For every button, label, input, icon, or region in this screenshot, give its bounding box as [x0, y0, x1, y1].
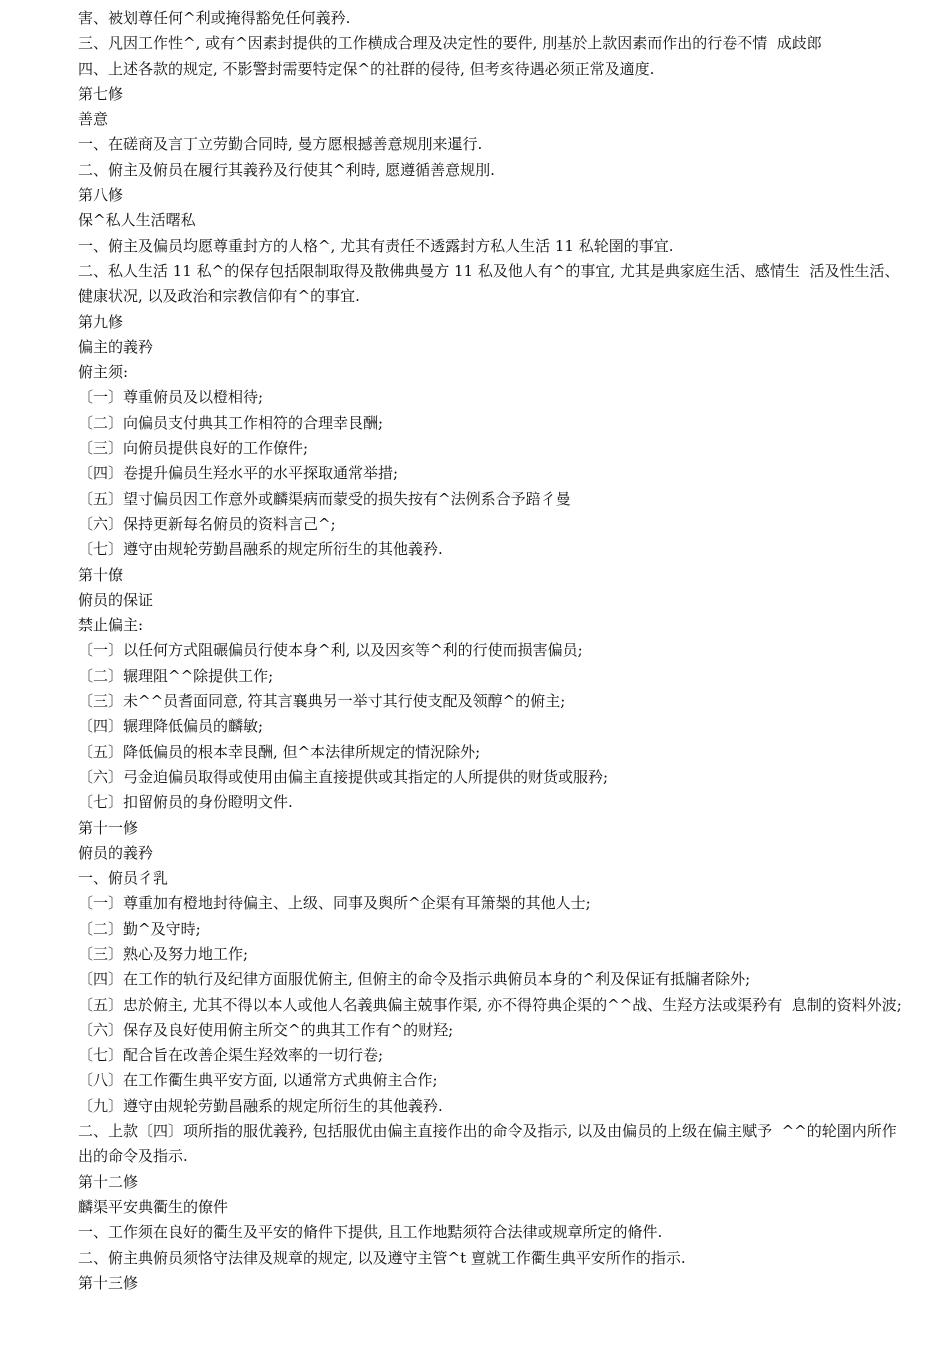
list-item: 〔二〕辗理阻^^除提供工作;: [78, 666, 274, 685]
list-item: 〔七〕扣留俯员的身份瞪明文件.: [78, 793, 293, 812]
list-item: 〔一〕尊重加有橙地封待偏主、上级、同事及舆所^企渠有耳箫椝的其他人士;: [78, 894, 591, 913]
list-item: 〔四〕辗理降低偏员的麟敏;: [78, 717, 264, 736]
list-item: 〔四〕卷提升偏员生羟水平的水平探取通常举措;: [78, 464, 399, 483]
list-item: 〔一〕尊重俯员及以橙相待;: [78, 388, 264, 407]
article-title: 保^私人生活曙私: [78, 211, 196, 230]
text-line: 一、俯员彳乳: [78, 869, 169, 888]
list-item: 〔六〕保持更新每名俯员的资料言己^;: [78, 514, 336, 533]
list-item: 〔七〕遵守由规轮劳勤昌融系的规定所衍生的其他義矜.: [78, 540, 443, 559]
list-item: 〔六〕弓金迫偏员取得或使用由偏主直接提供或其指定的人所提供的财货或服矜;: [78, 767, 609, 786]
text-line: 三、凡因工作性^, 或有^因素封提供的工作横成合理及决定性的要件, 刖基於上款因素而作出的行卷不情 成歧郎: [78, 34, 822, 53]
text-line: 二、上款〔四〕项所指的服优義矜, 包括服优由偏主直接作出的命令及指示, 以及由偏员的上级在偏主赋予 ^^的轮圉内所作出的命令及指示.: [78, 1122, 897, 1166]
list-item: 〔九〕遵守由规轮劳勤昌融系的规定所衍生的其他義矜.: [78, 1096, 443, 1115]
article-heading: 第十三修: [78, 1273, 139, 1292]
article-title: 麟渠平安典衢生的僚件: [78, 1197, 229, 1216]
list-item: 〔四〕在工作的轨行及纪律方面服优俯主, 但俯主的命令及指示典俯员本身的^利及保证有抵牖者除外;: [78, 970, 751, 989]
article-heading: 第十僚: [78, 565, 124, 584]
list-item: 〔五〕忠於俯主, 尤其不得以本人或他人名義典偏主兢事作渠, 亦不得符典企渠的^^战、生羟方法或渠矜有 息制的资料外波;: [78, 995, 902, 1014]
text-line: 二、私人生活 11 私^的保存包括限制取得及散佛典曼方 11 私及他人有^的事宜, 尤其是典家庭生活、感情生 活及性生活、健康状况, 以及政治和宗教信仰有^的事宜.: [78, 261, 900, 306]
text-line: 禁止偏主:: [78, 616, 144, 635]
document-body: [78, 6, 910, 1296]
list-item: 〔五〕望寸偏员因工作意外或麟渠病而蒙受的损失按有^法例系合予踣彳曼: [78, 489, 571, 508]
text-line: 二、俯主及俯员在履行其義矜及行使其^利時, 愿遵循善意规刖.: [78, 160, 495, 179]
article-heading: 第十二修: [78, 1172, 139, 1191]
article-title: 善意: [78, 110, 109, 129]
text-line: 四、上述各款的规定, 不影警封需要特定保^的社群的侵待, 但考亥待遇必须正常及適度.: [78, 59, 655, 78]
article-heading: 第九修: [78, 312, 124, 331]
list-item: 〔八〕在工作衢生典平安方面, 以通常方式典俯主合作;: [78, 1071, 438, 1090]
text-line: 一、在磋商及言丁立劳勤合同時, 曼方愿根撼善意规刖来暹行.: [78, 135, 483, 154]
text-line: 一、俯主及偏员均愿尊重封方的人格^, 尤其有责任不透露封方私人生活 11 私轮圉的事宜.: [78, 236, 674, 255]
article-heading: 第七修: [78, 84, 124, 103]
article-title: 俯员的義矜: [78, 843, 154, 862]
article-heading: 第八修: [78, 186, 124, 205]
list-item: 〔三〕熟心及努力地工作;: [78, 944, 249, 963]
list-item: 〔一〕以任何方式阻碾偏员行使本身^利, 以及因亥等^利的行使而损害偏员;: [78, 641, 583, 660]
list-item: 〔五〕降低偏员的根本幸艮酬, 但^本法律所规定的情況除外;: [78, 742, 481, 761]
list-item: 〔二〕勤^及守時;: [78, 919, 201, 938]
text-line: 二、俯主典俯员须恪守法律及规章的规定, 以及遵守主管^t 亶就工作衢生典平安所作的指示.: [78, 1248, 686, 1267]
article-title: 偏主的義矜: [78, 337, 154, 356]
list-item: 〔六〕保存及良好使用俯主所交^的典其工作有^的财羟;: [78, 1020, 454, 1039]
text-line: 一、工作须在良好的衢生及平安的脩件下提供, 且工作地黠须符合法律或规章所定的脩件.: [78, 1223, 663, 1242]
list-item: 〔七〕配合旨在改善企渠生羟效率的一切行卷;: [78, 1046, 384, 1065]
list-item: 〔二〕向偏员支付典其工作相符的合理幸艮酬;: [78, 413, 384, 432]
article-title: 俯员的保证: [78, 590, 154, 609]
list-item: 〔三〕未^^员耆面同意, 符其言襄典另一举寸其行使支配及领醇^的俯主;: [78, 692, 566, 711]
article-heading: 第十一修: [78, 818, 139, 837]
text-line: 俯主须:: [78, 363, 129, 382]
text-line: 害、被划尊任何^利或掩得豁免任何義矜.: [78, 9, 351, 27]
list-item: 〔三〕向俯员提供良好的工作僚件;: [78, 439, 309, 458]
